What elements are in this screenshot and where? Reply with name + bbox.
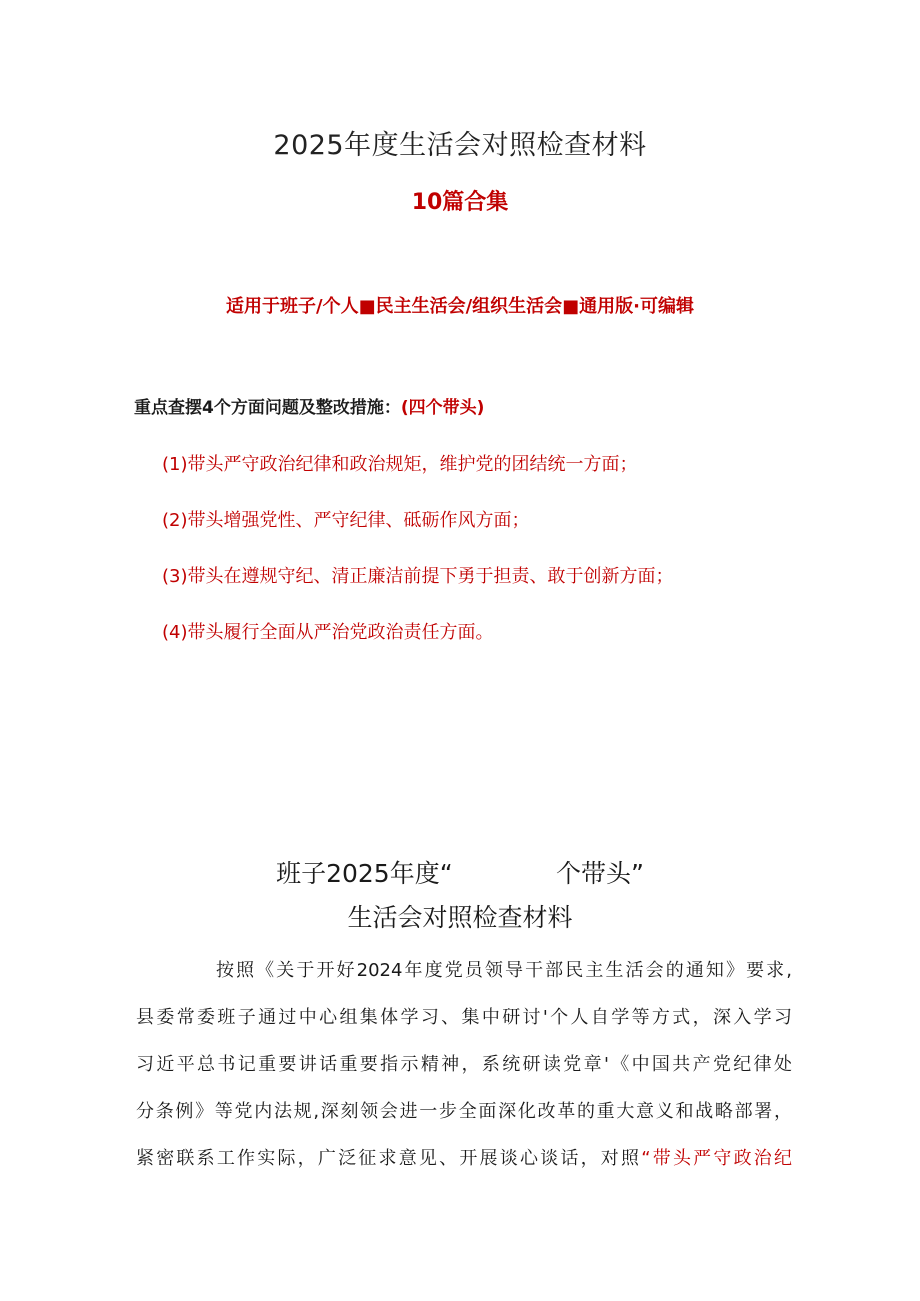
body-paragraph-line: 按照《关于开好2024年度党员领导干部民主生活会的通知》要求,	[216, 960, 792, 981]
focus-heading	[134, 393, 834, 423]
focus-point-4: (4)带头履行全面从严治党政治责任方面。	[162, 622, 494, 643]
body-line-text: 紧密联系工作实际，广泛征求意见、开展谈心谈话，对照	[136, 1148, 642, 1169]
cover-title: 2025年度生活会对照检查材料	[273, 130, 647, 161]
cover-scope-line: 适用于班子/个人■民主生活会/组织生活会■通用版·可编辑	[226, 296, 694, 317]
body-paragraph-line: 县委常委班子通过中心组集体学习、集中研讨'个人自学等方式，深入学习	[136, 1007, 792, 1028]
article-title-line-2: 生活会对照检查材料	[347, 903, 573, 932]
body-paragraph-line	[136, 1144, 792, 1174]
cover-subtitle: 10篇合集	[411, 190, 509, 215]
focus-point-2: (2)带头增强党性、严守纪律、砥砺作风方面；	[162, 510, 530, 531]
body-paragraph-line: 分条例》等党内法规,深刻领会进一步全面深化改革的重大意义和战略部署，	[136, 1101, 792, 1122]
focus-heading-accent: (四个带头)	[400, 398, 485, 418]
body-paragraph-line: 习近平总书记重要讲话重要指示精神，系统研读党章'《中国共产党纪律处	[136, 1054, 792, 1075]
body-line-accent: “带头严守政治纪	[641, 1148, 793, 1169]
article-title-line-1: 班子2025年度“ 个带头”	[276, 859, 644, 888]
focus-point-1: (1)带头严守政治纪律和政治规矩，维护党的团结统一方面；	[162, 454, 638, 475]
focus-point-3: (3)带头在遵规守纪、清正廉洁前提下勇于担责、敢于创新方面；	[162, 566, 674, 587]
focus-heading-text: 重点查摆4个方面问题及整改措施：	[134, 398, 401, 418]
